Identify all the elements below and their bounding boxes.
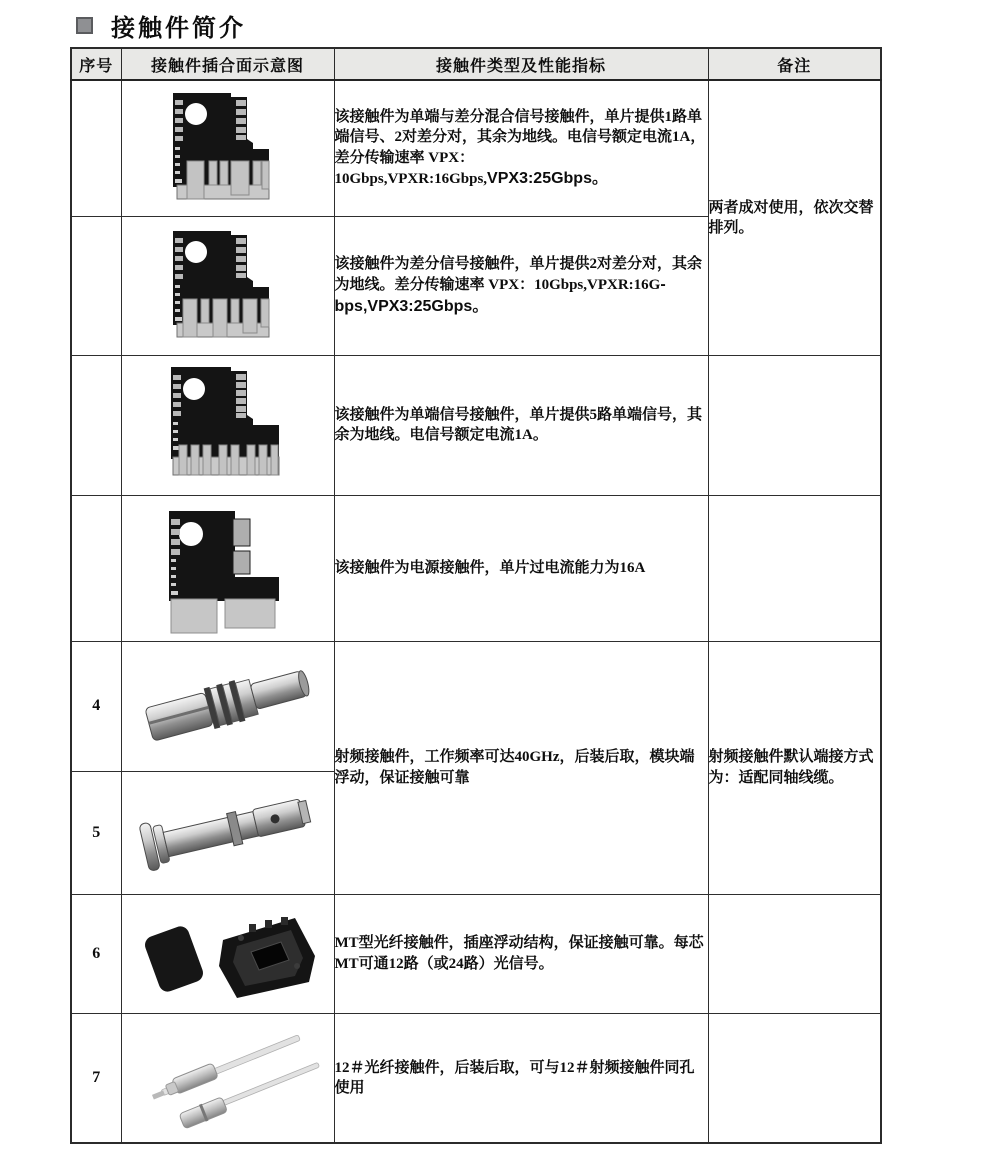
rf-contact-socket-image (125, 651, 330, 761)
diagram-cell-1 (121, 80, 334, 216)
serial-cell-3 (71, 355, 121, 495)
table-header-row (71, 48, 881, 80)
header-diagram: 接触件插合面示意图 (121, 48, 334, 80)
diagram-cell-5 (121, 641, 334, 771)
table-row (71, 894, 881, 1013)
square-bullet-icon (76, 17, 93, 34)
table-row (71, 641, 881, 771)
remark-cell-8 (708, 1013, 881, 1143)
diagram-cell-8 (121, 1013, 334, 1143)
single-ended-contact-image (133, 361, 323, 489)
mt-fiber-contact-image (125, 904, 330, 1004)
table-row (71, 355, 881, 495)
spec-cell-4 (334, 495, 708, 641)
spec-cell-1 (334, 80, 708, 216)
serial-cell-5: 4 (71, 641, 121, 771)
spec-text-bold: -bps,VPX3:25Gbps。 (334, 276, 666, 315)
spec-text: 该接触件为差分信号接触件，单片提供2对差分对，其余为地线。差分传输速率 VPX：10Gbps,VPXR:16G (334, 255, 703, 294)
diagram-cell-3 (121, 355, 334, 495)
header-remark: 备注 (708, 48, 881, 80)
spec-cell-7 (334, 894, 708, 1013)
spec-cell-2 (334, 216, 708, 355)
header-spec: 接触件类型及性能指标 (334, 48, 708, 80)
remark-cell-3 (708, 355, 881, 495)
serial-cell-6: 5 (71, 771, 121, 894)
diagram-cell-4 (121, 495, 334, 641)
table-row (71, 80, 881, 216)
serial-cell-2 (71, 216, 121, 355)
spec-text-bold: VPX3:25Gbps。 (487, 169, 608, 187)
spec-text: 该接触件为单端信号接触件，单片提供5路单端信号，其余为地线。电信号额定电流1A。 (334, 406, 703, 443)
contacts-table (70, 47, 882, 1144)
spec-text: 该接触件为单端与差分混合信号接触件，单片提供1路单端信号、2对差分对，其余为地线。电信号额定电流1A，差分传输速率 VPX：10Gbps,VPXR:16Gbps, (334, 109, 706, 187)
serial-cell-7: 6 (71, 894, 121, 1013)
hybrid-signal-contact-image (133, 87, 323, 209)
spec-text: 射频接触件，工作频率可达40GHz，后装后取，模块端浮动，保证接触可靠 (334, 749, 695, 786)
remark-cell-rows-1-2: 两者成对使用，依次交替排列。 (708, 80, 881, 355)
table-row (71, 1013, 881, 1143)
page-title: 接触件简介 (111, 16, 246, 42)
header-serial: 序号 (71, 48, 121, 80)
remark-cell-4 (708, 495, 881, 641)
serial-cell-8: 7 (71, 1013, 121, 1143)
diagram-cell-2 (121, 216, 334, 355)
spec-text: MT型光纤接触件，插座浮动结构，保证接触可靠。每芯MT可通12路（或24路）光信号。 (334, 935, 704, 972)
spec-text: 12＃光纤接触件，后装后取，可与12＃射频接触件同孔使用 (334, 1059, 695, 1096)
spec-cell-8 (334, 1013, 708, 1143)
remark-cell-7 (708, 894, 881, 1013)
section-title (76, 8, 246, 43)
fiber-pigtail-contact-image (125, 1024, 330, 1132)
power-contact-image (133, 501, 323, 636)
spec-text: 该接触件为电源接触件，单片过电流能力为16A (334, 559, 646, 576)
remark-cell-rows-5-6: 射频接触件默认端接方式为：适配同轴线缆。 (708, 641, 881, 894)
table-row (71, 495, 881, 641)
spec-cell-rows-5-6 (334, 641, 708, 894)
diagram-cell-7 (121, 894, 334, 1013)
serial-cell-4 (71, 495, 121, 641)
spec-cell-3 (334, 355, 708, 495)
diagram-cell-6 (121, 771, 334, 894)
differential-signal-contact-image (133, 225, 323, 347)
rf-contact-pin-image (125, 777, 330, 889)
serial-cell-1 (71, 80, 121, 216)
